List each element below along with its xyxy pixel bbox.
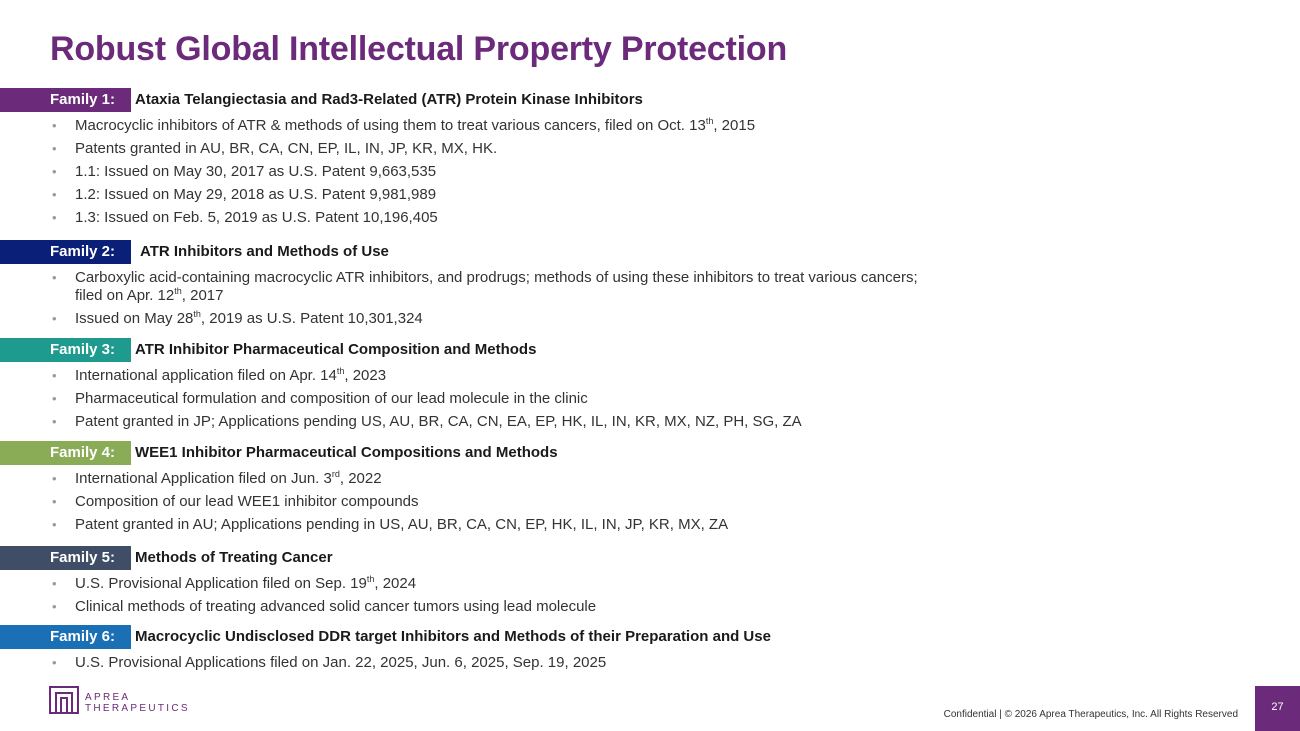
family-title: ATR Inhibitor Pharmaceutical Composition and Methods bbox=[135, 341, 537, 358]
bullet-item bbox=[0, 310, 1300, 328]
bullet-text: Pharmaceutical formulation and composition of our lead molecule in the clinic bbox=[75, 390, 588, 407]
patent-family-6 bbox=[0, 625, 1300, 672]
bullet-item bbox=[0, 413, 1300, 431]
bullet-item bbox=[0, 269, 1300, 305]
bullet-line bbox=[75, 598, 596, 615]
logo-line-2: THERAPEUTICS bbox=[85, 703, 190, 714]
bullet-text: Issued on May 28 bbox=[75, 310, 194, 327]
bullet-line bbox=[75, 310, 423, 327]
bullet-text: , 2023 bbox=[344, 367, 387, 384]
bullet-text: filed on Apr. 12 bbox=[75, 287, 175, 304]
bullet-text: Patent granted in AU; Applications pending in US, AU, BR, CA, CN, EP, HK, IL, IN, JP, KR, MX, ZA bbox=[75, 516, 729, 533]
ordinal-suffix: th bbox=[336, 366, 345, 376]
page-title: Robust Global Intellectual Property Protection bbox=[50, 30, 788, 68]
bullet-item bbox=[0, 390, 1300, 408]
bullet-item bbox=[0, 367, 1300, 385]
family-header bbox=[0, 240, 1300, 264]
bullet-dot-icon: • bbox=[52, 141, 57, 156]
patent-family-4 bbox=[0, 441, 1300, 534]
ordinal-suffix: th bbox=[705, 116, 714, 126]
bullet-text: , 2022 bbox=[339, 470, 382, 487]
family-header bbox=[0, 546, 1300, 570]
patent-family-5 bbox=[0, 546, 1300, 616]
bullet-text: 1.1: Issued on May 30, 2017 as U.S. Patent 9,663,535 bbox=[75, 163, 437, 180]
bullet-line bbox=[75, 287, 1300, 305]
family-tag: Family 5: bbox=[0, 546, 131, 570]
bullet-dot-icon: • bbox=[52, 164, 57, 179]
bullet-text: , 2017 bbox=[181, 287, 224, 304]
family-title: Methods of Treating Cancer bbox=[135, 549, 333, 566]
bullet-item bbox=[0, 163, 1300, 181]
bullet-line bbox=[75, 186, 436, 203]
family-tag: Family 1: bbox=[0, 88, 131, 112]
bullet-dot-icon: • bbox=[52, 655, 57, 670]
bullet-text: , 2015 bbox=[713, 117, 756, 134]
bullet-dot-icon: • bbox=[52, 270, 57, 285]
bullet-item bbox=[0, 209, 1300, 227]
family-bullets bbox=[0, 367, 1300, 431]
bullet-text: 1.3: Issued on Feb. 5, 2019 as U.S. Patent 10,196,405 bbox=[75, 209, 438, 226]
family-bullets bbox=[0, 117, 1300, 227]
family-header bbox=[0, 625, 1300, 649]
family-bullets bbox=[0, 575, 1300, 616]
family-title: Macrocyclic Undisclosed DDR target Inhibitors and Methods of their Preparation and Use bbox=[135, 628, 771, 645]
family-title: Ataxia Telangiectasia and Rad3-Related (ATR) Protein Kinase Inhibitors bbox=[135, 91, 643, 108]
bullet-text: U.S. Provisional Applications filed on Jan. 22, 2025, Jun. 6, 2025, Sep. 19, 2025 bbox=[75, 654, 607, 671]
bullet-dot-icon: • bbox=[52, 311, 57, 326]
bullet-line bbox=[75, 390, 588, 407]
bullet-line bbox=[75, 209, 438, 226]
bullet-text: International application filed on Apr. 14 bbox=[75, 367, 337, 384]
bullet-text: Carboxylic acid-containing macrocyclic ATR inhibitors, and prodrugs; methods of using these inhibitors to treat various cancers; bbox=[75, 269, 918, 286]
bullet-dot-icon: • bbox=[52, 210, 57, 225]
family-title: ATR Inhibitors and Methods of Use bbox=[140, 243, 389, 260]
bullet-item bbox=[0, 598, 1300, 616]
bullet-text: , 2019 as U.S. Patent 10,301,324 bbox=[200, 310, 423, 327]
ordinal-suffix: rd bbox=[331, 469, 340, 479]
bullet-item bbox=[0, 516, 1300, 534]
family-bullets bbox=[0, 470, 1300, 534]
bullet-line bbox=[75, 516, 728, 533]
bullet-dot-icon: • bbox=[52, 118, 57, 133]
patent-family-3 bbox=[0, 338, 1300, 431]
bullet-dot-icon: • bbox=[52, 187, 57, 202]
bullet-text: Composition of our lead WEE1 inhibitor compounds bbox=[75, 493, 419, 510]
bullet-line bbox=[75, 163, 436, 180]
bullet-dot-icon: • bbox=[52, 414, 57, 429]
bullet-item bbox=[0, 575, 1300, 593]
family-tag: Family 6: bbox=[0, 625, 131, 649]
bullet-dot-icon: • bbox=[52, 576, 57, 591]
bullet-line bbox=[75, 493, 419, 510]
bullet-text: , 2024 bbox=[374, 575, 417, 592]
bullet-dot-icon: • bbox=[52, 517, 57, 532]
bullet-dot-icon: • bbox=[52, 368, 57, 383]
company-logo-text bbox=[85, 692, 190, 714]
bullet-line bbox=[75, 367, 386, 384]
family-header bbox=[0, 338, 1300, 362]
bullet-text: Clinical methods of treating advanced solid cancer tumors using lead molecule bbox=[75, 598, 597, 615]
bullet-dot-icon: • bbox=[52, 471, 57, 486]
bullet-line bbox=[75, 140, 497, 157]
family-bullets bbox=[0, 269, 1300, 328]
family-bullets bbox=[0, 654, 1300, 672]
bullet-item bbox=[0, 186, 1300, 204]
bullet-text: 1.2: Issued on May 29, 2018 as U.S. Patent 9,981,989 bbox=[75, 186, 437, 203]
bullet-item bbox=[0, 470, 1300, 488]
bullet-item bbox=[0, 493, 1300, 511]
aprea-logo-icon bbox=[49, 686, 79, 719]
bullet-text: Macrocyclic inhibitors of ATR & methods of using them to treat various cancers, filed on Oct. 13 bbox=[75, 117, 706, 134]
bullet-item bbox=[0, 654, 1300, 672]
bullet-line bbox=[75, 117, 755, 134]
bullet-item bbox=[0, 117, 1300, 135]
page-number: 27 bbox=[1255, 686, 1300, 731]
bullet-text: Patent granted in JP; Applications pending US, AU, BR, CA, CN, EA, EP, HK, IL, IN, KR, MX, NZ, PH, SG, ZA bbox=[75, 413, 802, 430]
bullet-item bbox=[0, 140, 1300, 158]
bullet-text: Patents granted in AU, BR, CA, CN, EP, IL, IN, JP, KR, MX, HK. bbox=[75, 140, 498, 157]
bullet-line bbox=[75, 269, 1300, 287]
family-tag: Family 2: bbox=[0, 240, 131, 264]
patent-family-2 bbox=[0, 240, 1300, 328]
bullet-line bbox=[75, 470, 382, 487]
family-title: WEE1 Inhibitor Pharmaceutical Compositions and Methods bbox=[135, 444, 558, 461]
bullet-line bbox=[75, 654, 606, 671]
ordinal-suffix: th bbox=[174, 286, 182, 296]
family-tag: Family 4: bbox=[0, 441, 131, 465]
bullet-text: U.S. Provisional Application filed on Sep. 19 bbox=[75, 575, 367, 592]
patent-family-1 bbox=[0, 88, 1300, 227]
ordinal-suffix: th bbox=[193, 309, 201, 319]
ordinal-suffix: th bbox=[366, 574, 375, 584]
bullet-dot-icon: • bbox=[52, 599, 57, 614]
logo-line-1: APREA bbox=[85, 692, 131, 703]
family-tag: Family 3: bbox=[0, 338, 131, 362]
bullet-line bbox=[75, 575, 416, 592]
bullet-line bbox=[75, 413, 802, 430]
family-header bbox=[0, 88, 1300, 112]
family-header bbox=[0, 441, 1300, 465]
confidential-notice: Confidential | © 2026 Aprea Therapeutics, Inc. All Rights Reserved bbox=[943, 709, 1238, 720]
bullet-dot-icon: • bbox=[52, 494, 57, 509]
bullet-text: International Application filed on Jun. 3 bbox=[75, 470, 332, 487]
bullet-dot-icon: • bbox=[52, 391, 57, 406]
